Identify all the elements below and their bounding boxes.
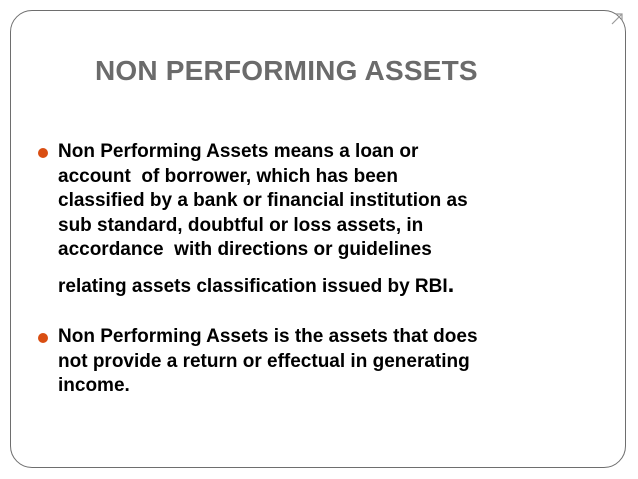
slide-title: NON PERFORMING ASSETS bbox=[95, 55, 478, 86]
corner-mark-icon bbox=[611, 13, 623, 25]
bullet-line: sub standard, doubtful or loss assets, in bbox=[58, 214, 424, 236]
bullet-line: not provide a return or effectual in generating bbox=[58, 350, 470, 372]
bullet-item-npa-return bbox=[38, 325, 608, 399]
bullet-line-last bbox=[58, 270, 608, 300]
bullet-line: Non Performing Assets means a loan or bbox=[58, 141, 419, 162]
bullet-line-text: relating assets classification issued by RBI bbox=[58, 275, 448, 297]
bullet-line: income. bbox=[58, 375, 130, 396]
bullet-list bbox=[38, 140, 608, 399]
bullet-icon bbox=[38, 333, 48, 343]
bullet-item-npa-definition bbox=[38, 140, 608, 299]
bullet-icon bbox=[38, 148, 48, 158]
bullet-end-mark: . bbox=[447, 270, 455, 298]
bullet-line: Non Performing Assets is the assets that does bbox=[58, 326, 478, 347]
bullet-line: account of borrower, which has been bbox=[58, 165, 398, 187]
bullet-line: accordance with directions or guidelines bbox=[58, 239, 432, 260]
bullet-line: classified by a bank or financial institution as bbox=[58, 190, 468, 211]
